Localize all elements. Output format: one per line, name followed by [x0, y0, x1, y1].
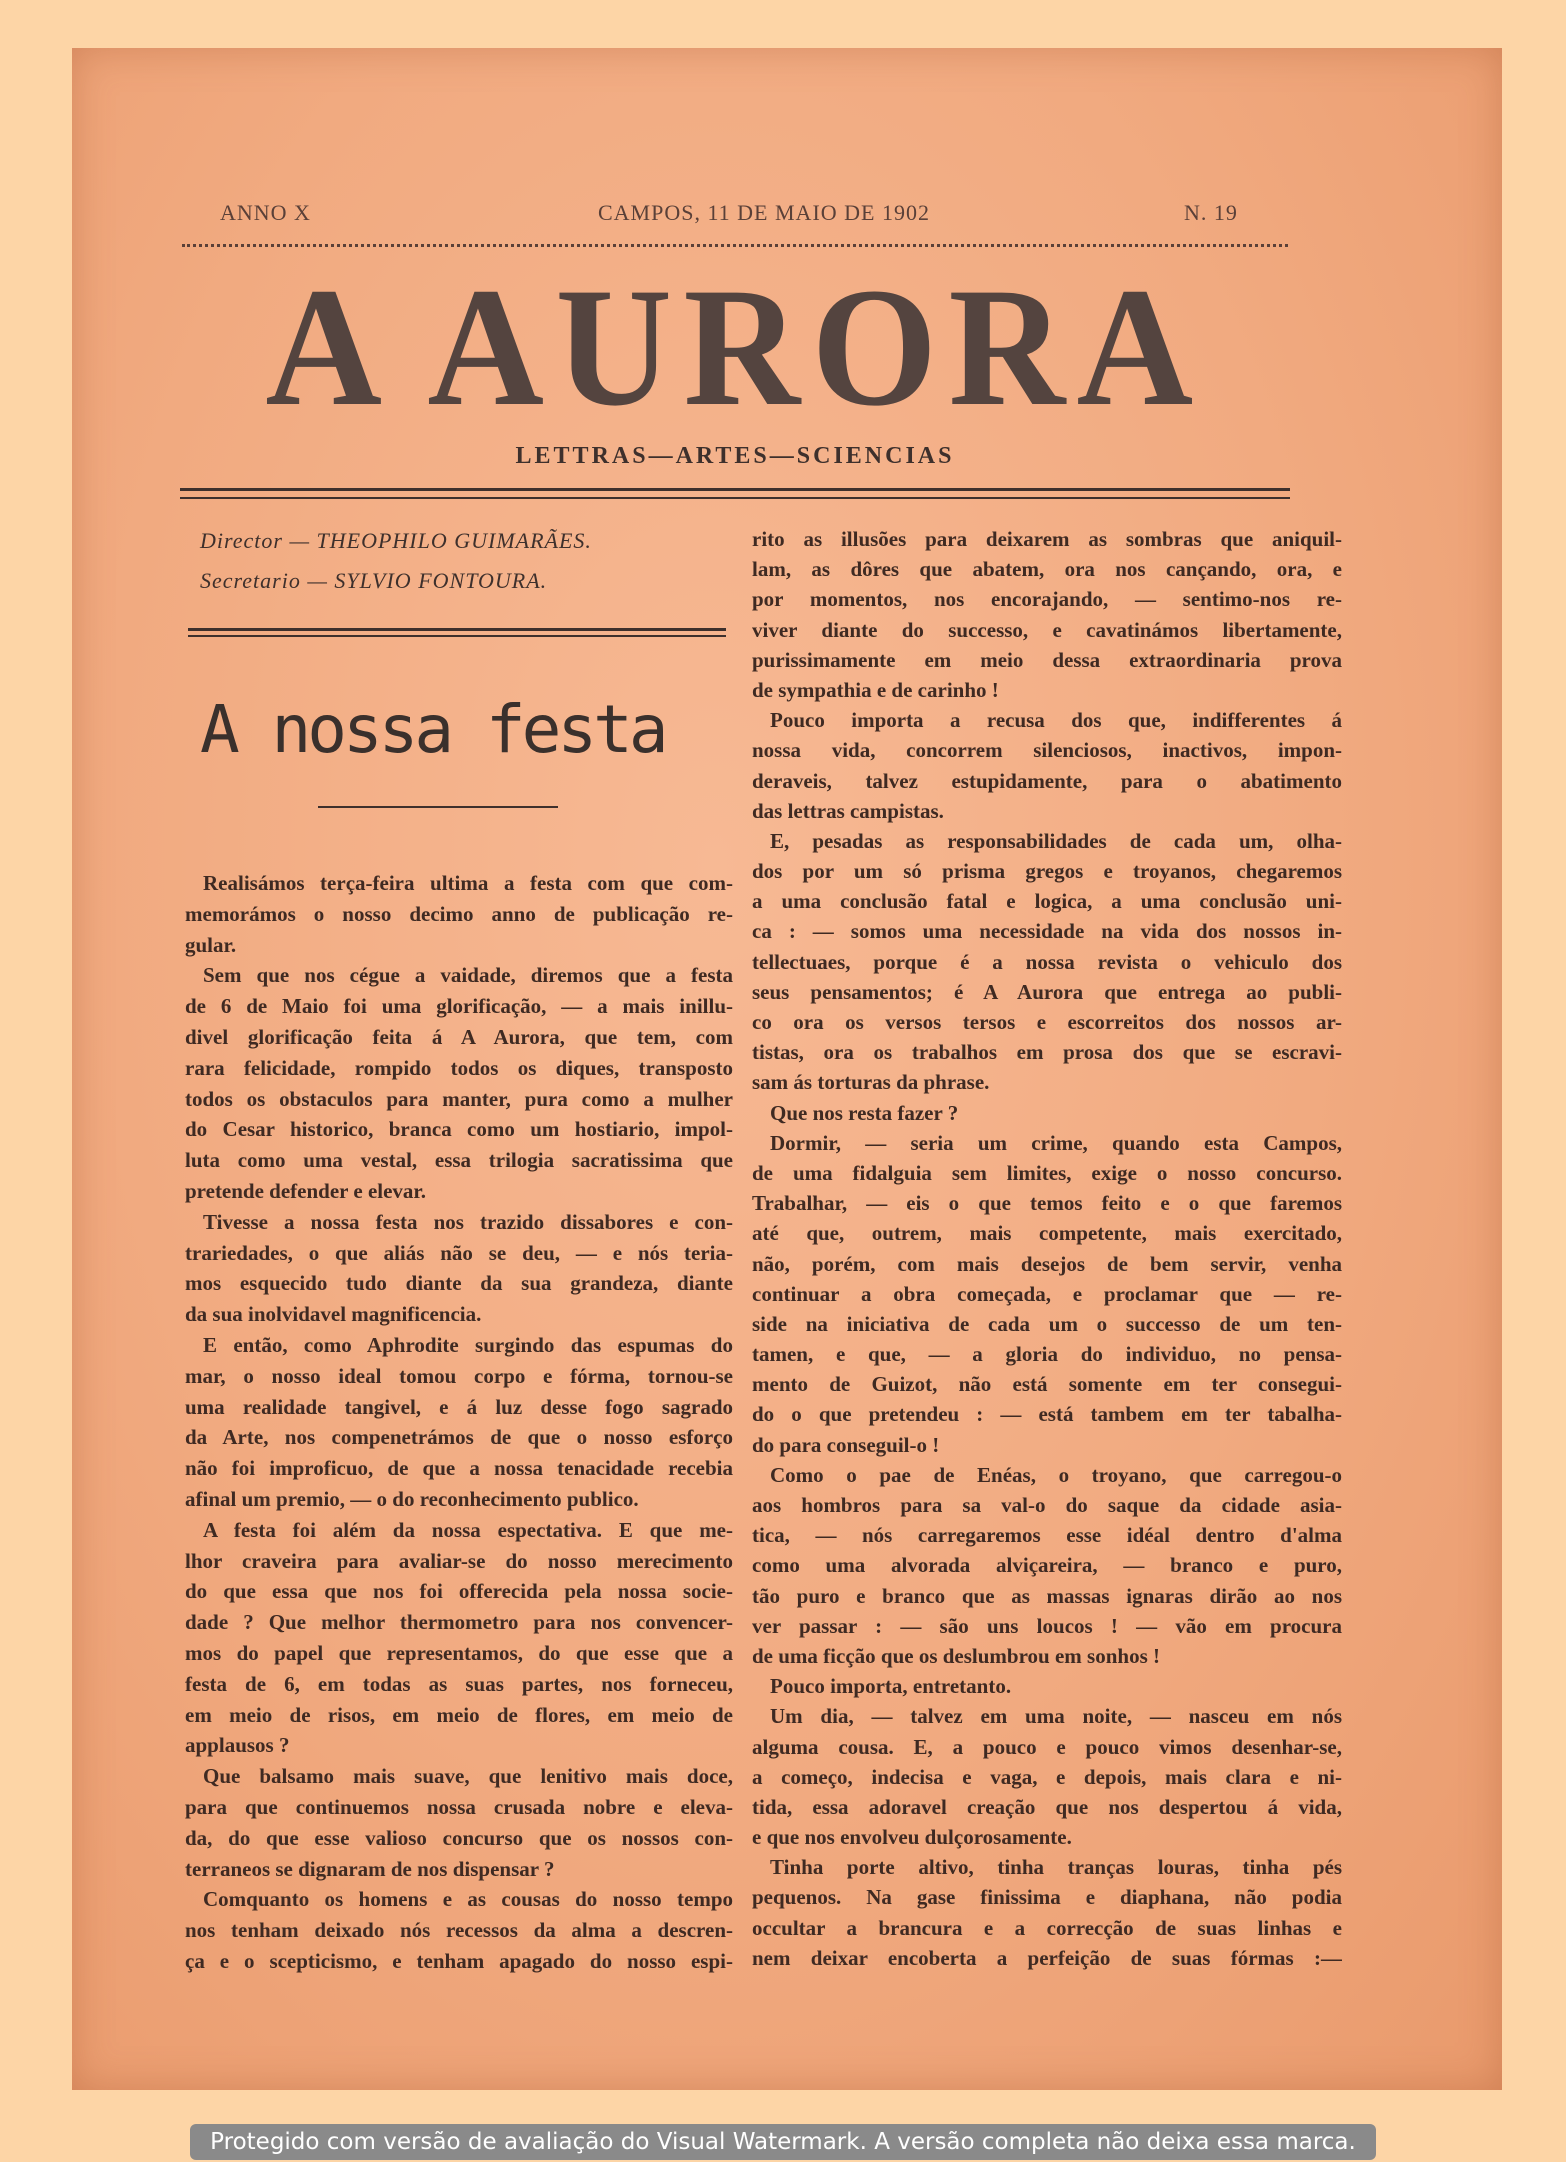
text-line: aos hombros para sa val-o do saque da cidade asia- [752, 1493, 1342, 1517]
text-line: alguma cousa. E, a pouco e pouco vimos desenhar-se, [752, 1734, 1342, 1759]
text-line: a uma conclusão fatal e logica, a uma conclusão uni- [752, 889, 1342, 914]
text-line: tistas, ora os trabalhos em prosa dos que se escravi- [752, 1040, 1342, 1065]
text-line: do para conseguil-o ! [752, 1432, 940, 1457]
text-line: lhor craveira para avaliar-se do nosso merecimento [185, 1548, 733, 1573]
text-line: da sua inolvidavel magnificencia. [185, 1302, 482, 1327]
text-line: Tinha porte altivo, tinha tranças louras, tinha pés [770, 1855, 1342, 1880]
text-line: ca : — somos uma necessidade na vida dos nossos in- [752, 919, 1342, 944]
text-line: occultar a brancura e a correcção de suas linhas e [752, 1915, 1342, 1940]
text-line: em meio de risos, em meio de flores, em meio de [185, 1702, 733, 1727]
text-line: das lettras campistas. [752, 798, 944, 823]
text-line: nem deixar encoberta a perfeição de suas fórmas :— [752, 1945, 1342, 1970]
text-line: Tivesse a nossa festa nos trazido dissabores e con- [203, 1209, 733, 1234]
text-line: seus pensamentos; é A Aurora que entrega ao publi- [752, 979, 1342, 1004]
text-line: ça e o scepticismo, e tenham apagado do nosso espi- [185, 1948, 733, 1973]
headline-rule [318, 806, 558, 808]
text-line: rito as illusões para deixarem as sombras que aniquil- [752, 527, 1342, 551]
text-line: nossa vida, concorrem silenciosos, inactivos, impon- [752, 738, 1342, 763]
text-line: Realisámos terça-feira ultima a festa com que com- [203, 871, 733, 895]
text-line: trariedades, o que aliás não se deu, — e nós teria- [185, 1240, 733, 1265]
text-line: viver diante do successo, e cavatinámos libertamente, [752, 617, 1342, 642]
text-line: purissimamente em meio dessa extraordinaria prova [752, 647, 1342, 672]
text-line: tamen, e que, — a gloria do individuo, no pensa- [752, 1342, 1342, 1367]
text-line: gular. [185, 932, 237, 957]
text-line: pequenos. Na gase finissima e diaphana, não podia [752, 1885, 1342, 1910]
text-line: continuar a obra começada, e proclamar que — re- [752, 1281, 1342, 1306]
text-line: lam, as dôres que abatem, ora nos cançando, ora, e [752, 557, 1342, 582]
text-line: Dormir, — seria um crime, quando esta Campos, [770, 1130, 1342, 1155]
text-line: de sympathia e de carinho ! [752, 677, 999, 702]
text-line: Que nos resta fazer ? [770, 1100, 959, 1125]
text-line: tica, — nós carregaremos esse idéal dentro d'alma [752, 1523, 1342, 1548]
text-line: side na iniciativa de cada um o successo de um ten- [752, 1311, 1342, 1336]
text-line: do que essa que nos foi offerecida pela nossa socie- [185, 1579, 733, 1604]
text-line: mento de Guizot, não está somente em ter consegui- [752, 1372, 1342, 1397]
masthead-double-rule [180, 488, 1290, 499]
text-line: luta como uma vestal, essa trilogia sacratissima que [185, 1148, 733, 1173]
text-line: co ora os versos tersos e escorreitos dos nossos ar- [752, 1010, 1342, 1034]
text-line: sam ás torturas da phrase. [752, 1070, 990, 1095]
text-line: de uma ficção que os deslumbrou em sonhos ! [752, 1643, 1160, 1668]
text-line: nos tenham deixado nós recessos da alma a descren- [185, 1918, 733, 1943]
text-line: não, porém, com mais desejos de bem servir, venha [752, 1251, 1342, 1276]
watermark-banner: Protegido com versão de avaliação do Visual Watermark. A versão completa não deixa essa marca. [190, 2124, 1376, 2160]
text-line: divel glorificação feita á A Aurora, que tem, com [185, 1024, 733, 1049]
text-line: Que balsamo mais suave, que lenitivo mais doce, [203, 1764, 733, 1789]
text-line: Comquanto os homens e as cousas do nosso tempo [203, 1887, 733, 1912]
text-line: E então, como Aphrodite surgindo das espumas do [203, 1332, 733, 1357]
text-line: Pouco importa, entretanto. [770, 1674, 1012, 1699]
text-line: tida, essa adoravel creação que nos despertou á vida, [752, 1794, 1342, 1819]
staff-double-rule [188, 628, 726, 637]
text-line: tão puro e branco que as massas ignaras dirão ao nos [752, 1583, 1342, 1608]
text-line: dos por um só prisma gregos e troyanos, chegaremos [752, 859, 1342, 884]
article-right-column [752, 524, 1342, 1973]
text-line: E, pesadas as responsabilidades de cada um, olha- [770, 828, 1342, 853]
text-line: da Arte, nos compenetrámos de que o nosso esforço [185, 1425, 733, 1450]
director-credit: Director — THEOPHILO GUIMARÃES. [200, 528, 592, 553]
text-line: Como o pae de Enéas, o troyano, que carregou-o [770, 1462, 1342, 1487]
text-line: a começo, indecisa e vaga, e depois, mais clara e ni- [752, 1764, 1342, 1789]
article-left-column [185, 868, 733, 1977]
text-line: festa de 6, em todas as suas partes, nos forneceu, [185, 1671, 733, 1696]
text-line: Trabalhar, — eis o que temos feito e o que faremos [752, 1191, 1342, 1216]
text-line: para que continuemos nossa crusada nobre e eleva- [185, 1794, 733, 1819]
issue-number: N. 19 [1184, 200, 1238, 225]
text-line: como uma alvorada alviçareira, — branco e puro, [752, 1553, 1342, 1578]
text-line: rara felicidade, rompido todos os diques, transposto [185, 1055, 733, 1080]
text-line: uma realidade tangivel, e á luz desse fogo sagrado [185, 1394, 733, 1419]
masthead-title: A AURORA [265, 253, 1205, 441]
text-line: da, do que esse valioso concurso que os nossos con- [185, 1825, 733, 1850]
text-line: por momentos, nos encorajando, — sentimo-nos re- [752, 587, 1342, 612]
text-line: não foi improficuo, de que a nossa tenacidade recebia [185, 1456, 733, 1481]
text-line: afinal um premio, — o do reconhecimento publico. [185, 1486, 639, 1511]
text-line: dade ? Que melhor thermometro para nos convencer- [185, 1610, 733, 1635]
text-line: ver passar : — são uns loucos ! — vão em procura [752, 1613, 1342, 1638]
text-line: terraneos se dignaram de nos dispensar ? [185, 1856, 555, 1881]
text-line: do o que pretendeu : — está tambem em ter tabalha- [752, 1402, 1342, 1427]
text-line: memorámos o nosso decimo anno de publicação re- [185, 901, 733, 926]
text-line: todos os obstaculos para manter, pura como a mulher [185, 1086, 733, 1111]
text-line: Sem que nos cégue a vaidade, diremos que a festa [203, 963, 733, 988]
text-line: mar, o nosso ideal tomou corpo e fórma, tornou-se [185, 1363, 733, 1388]
text-line: pretende defender e elevar. [185, 1178, 427, 1203]
header-dotted-rule [182, 244, 1288, 247]
text-line: tellectuaes, porque é a nossa revista o vehiculo dos [752, 949, 1342, 974]
text-line: mos do papel que representamos, do que esse que a [185, 1640, 733, 1665]
article-headline: A nossa festa [200, 691, 665, 768]
text-line: deraveis, talvez estupidamente, para o abatimento [752, 768, 1342, 793]
masthead-subtitle: LETTRAS—ARTES—SCIENCIAS [515, 443, 955, 469]
text-line: de 6 de Maio foi uma glorificação, — a mais inillu- [185, 994, 733, 1019]
text-line: até que, outrem, mais competente, mais exercitado, [752, 1221, 1342, 1246]
text-line: Pouco importa a recusa dos que, indifferentes á [770, 708, 1342, 733]
text-line: do Cesar historico, branca como um hostiario, impol- [185, 1117, 733, 1142]
text-line: A festa foi além da nossa espectativa. E que me- [203, 1517, 733, 1542]
text-line: de uma fidalguia sem limites, exige o nosso concurso. [752, 1160, 1342, 1185]
secretary-credit: Secretario — SYLVIO FONTOURA. [200, 568, 548, 593]
text-line: applausos ? [185, 1733, 290, 1758]
text-line: Um dia, — talvez em uma noite, — nasceu em nós [770, 1704, 1342, 1729]
issue-year: ANNO X [220, 200, 311, 225]
text-line: e que nos envolveu dulçorosamente. [752, 1825, 1072, 1850]
dateline: CAMPOS, 11 DE MAIO DE 1902 [598, 200, 930, 225]
text-line: mos esquecido tudo diante da sua grandeza, diante [185, 1271, 733, 1296]
